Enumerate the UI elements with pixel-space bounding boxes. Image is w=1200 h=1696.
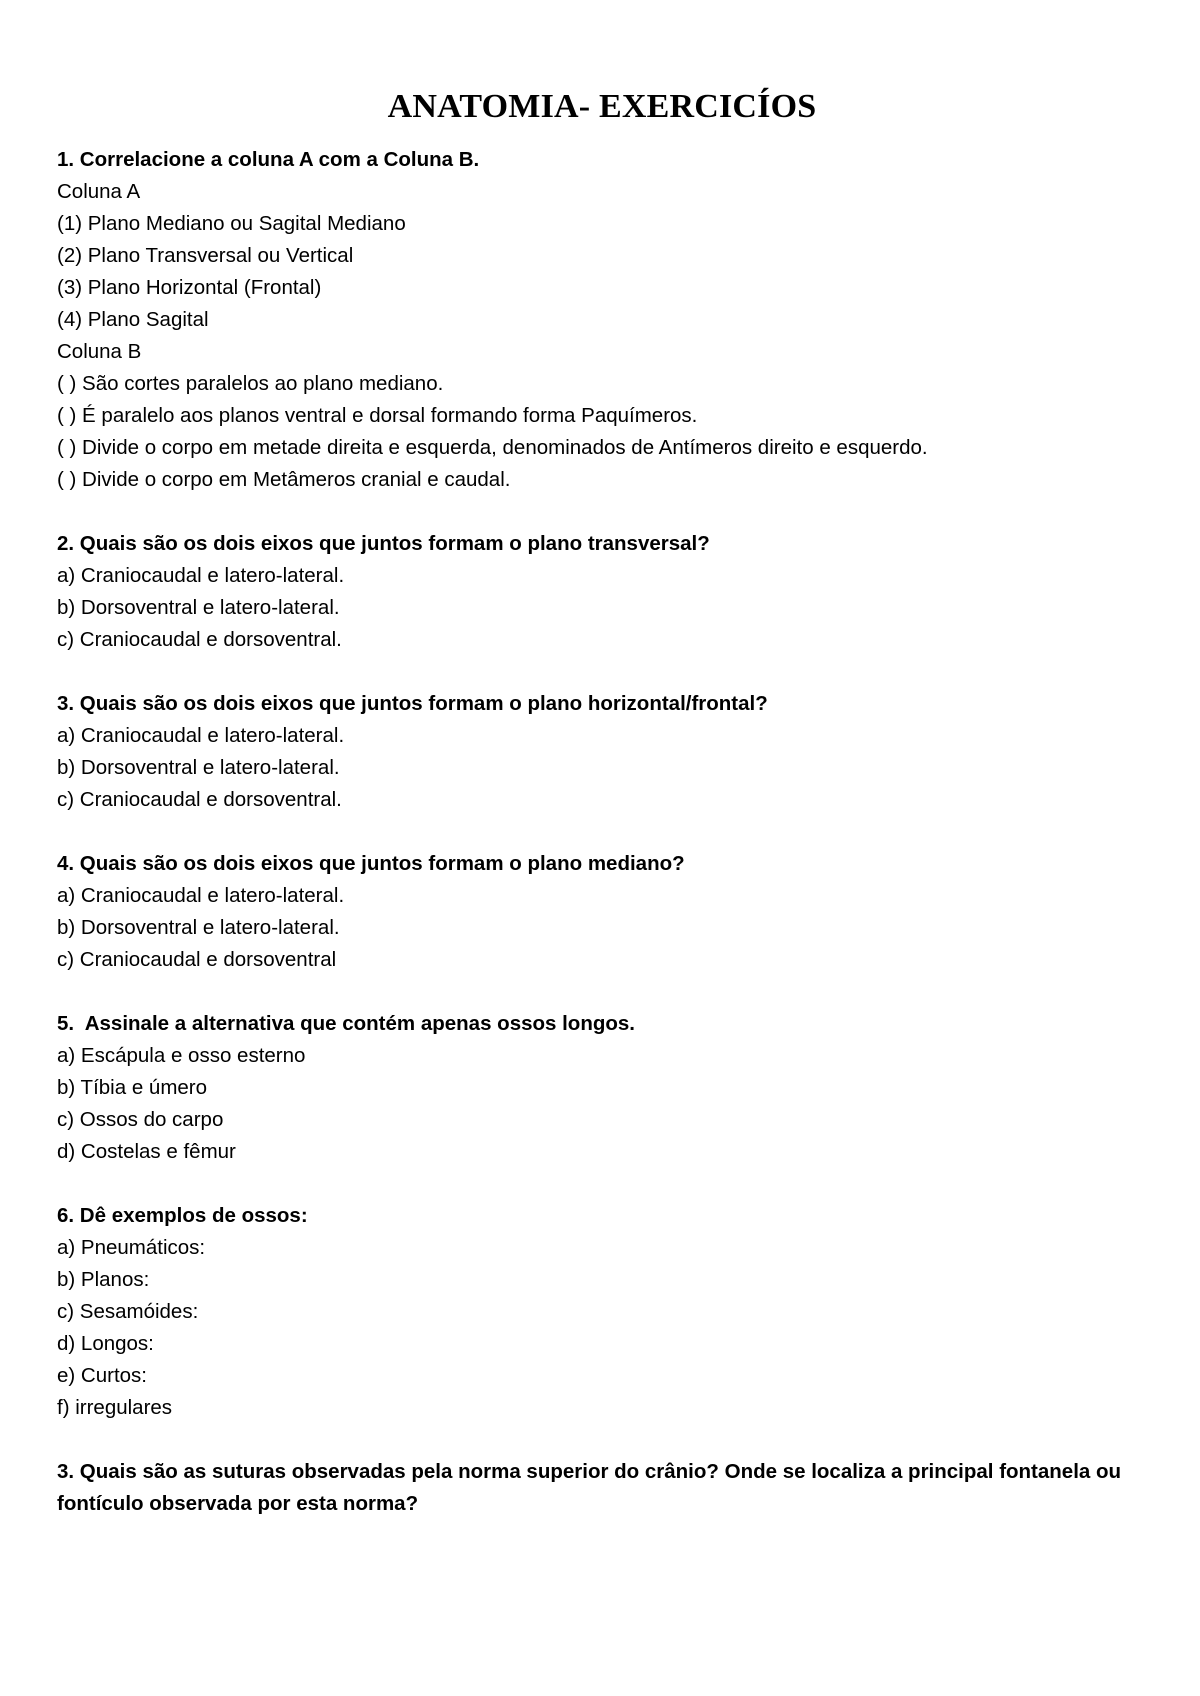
answer-option: f) irregulares <box>57 1396 173 1419</box>
question-7 <box>57 1456 1147 1520</box>
answer-option: d) Costelas e fêmur <box>57 1140 236 1163</box>
question-1 <box>57 144 1147 496</box>
answer-option: b) Planos: <box>57 1268 150 1291</box>
question-4 <box>57 848 1147 976</box>
answer-option: b) Dorsoventral e latero-lateral. <box>57 916 340 939</box>
spacer <box>57 1168 1147 1200</box>
column-b-item: ( ) São cortes paralelos ao plano mediano. <box>57 372 444 395</box>
spacer <box>57 656 1147 688</box>
answer-option: a) Craniocaudal e latero-lateral. <box>57 884 345 907</box>
question-3-text: 3. Quais são os dois eixos que juntos formam o plano horizontal/frontal? <box>57 692 768 715</box>
document-title: ANATOMIA- EXERCICÍOS <box>387 88 817 125</box>
question-3 <box>57 688 1147 816</box>
answer-option: c) Sesamóides: <box>57 1300 199 1323</box>
spacer <box>57 816 1147 848</box>
question-6-text: 6. Dê exemplos de ossos: <box>57 1204 308 1227</box>
answer-option: a) Escápula e osso esterno <box>57 1044 306 1067</box>
answer-option: c) Ossos do carpo <box>57 1108 224 1131</box>
question-6 <box>57 1200 1147 1424</box>
answer-option: c) Craniocaudal e dorsoventral <box>57 948 337 971</box>
question-2 <box>57 528 1147 656</box>
answer-option: b) Dorsoventral e latero-lateral. <box>57 596 340 619</box>
answer-option: a) Craniocaudal e latero-lateral. <box>57 724 345 747</box>
answer-option: a) Pneumáticos: <box>57 1236 206 1259</box>
column-a-item: (4) Plano Sagital <box>57 308 209 331</box>
question-2-text: 2. Quais são os dois eixos que juntos formam o plano transversal? <box>57 532 710 555</box>
spacer <box>57 976 1147 1008</box>
question-5 <box>57 1008 1147 1168</box>
column-a-item: (2) Plano Transversal ou Vertical <box>57 244 354 267</box>
answer-option: d) Longos: <box>57 1332 154 1355</box>
column-b-label: Coluna B <box>57 340 142 363</box>
answer-option: b) Tíbia e úmero <box>57 1076 208 1099</box>
column-b-item: ( ) Divide o corpo em metade direita e esquerda, denominados de Antímeros direito e esquerdo. <box>57 436 928 459</box>
spacer <box>57 496 1147 528</box>
question-5-text: 5. Assinale a alternativa que contém apenas ossos longos. <box>57 1012 635 1035</box>
column-b-item: ( ) É paralelo aos planos ventral e dorsal formando forma Paquímeros. <box>57 404 698 427</box>
document-page <box>57 80 1147 1520</box>
column-a-item: (1) Plano Mediano ou Sagital Mediano <box>57 212 406 235</box>
answer-option: c) Craniocaudal e dorsoventral. <box>57 788 342 811</box>
question-7-text: 3. Quais são as suturas observadas pela norma superior do crânio? Onde se localiza a principal fontanela ou fontículo observada por esta norma? <box>57 1460 1122 1515</box>
column-a-item: (3) Plano Horizontal (Frontal) <box>57 276 322 299</box>
answer-option: b) Dorsoventral e latero-lateral. <box>57 756 340 779</box>
answer-option: c) Craniocaudal e dorsoventral. <box>57 628 342 651</box>
spacer <box>57 1424 1147 1456</box>
answer-option: a) Craniocaudal e latero-lateral. <box>57 564 345 587</box>
answer-option: e) Curtos: <box>57 1364 147 1387</box>
question-4-text: 4. Quais são os dois eixos que juntos formam o plano mediano? <box>57 852 685 875</box>
column-a-label: Coluna A <box>57 180 141 203</box>
column-b-item: ( ) Divide o corpo em Metâmeros cranial e caudal. <box>57 468 511 491</box>
question-1-text: 1. Correlacione a coluna A com a Coluna B. <box>57 148 480 171</box>
